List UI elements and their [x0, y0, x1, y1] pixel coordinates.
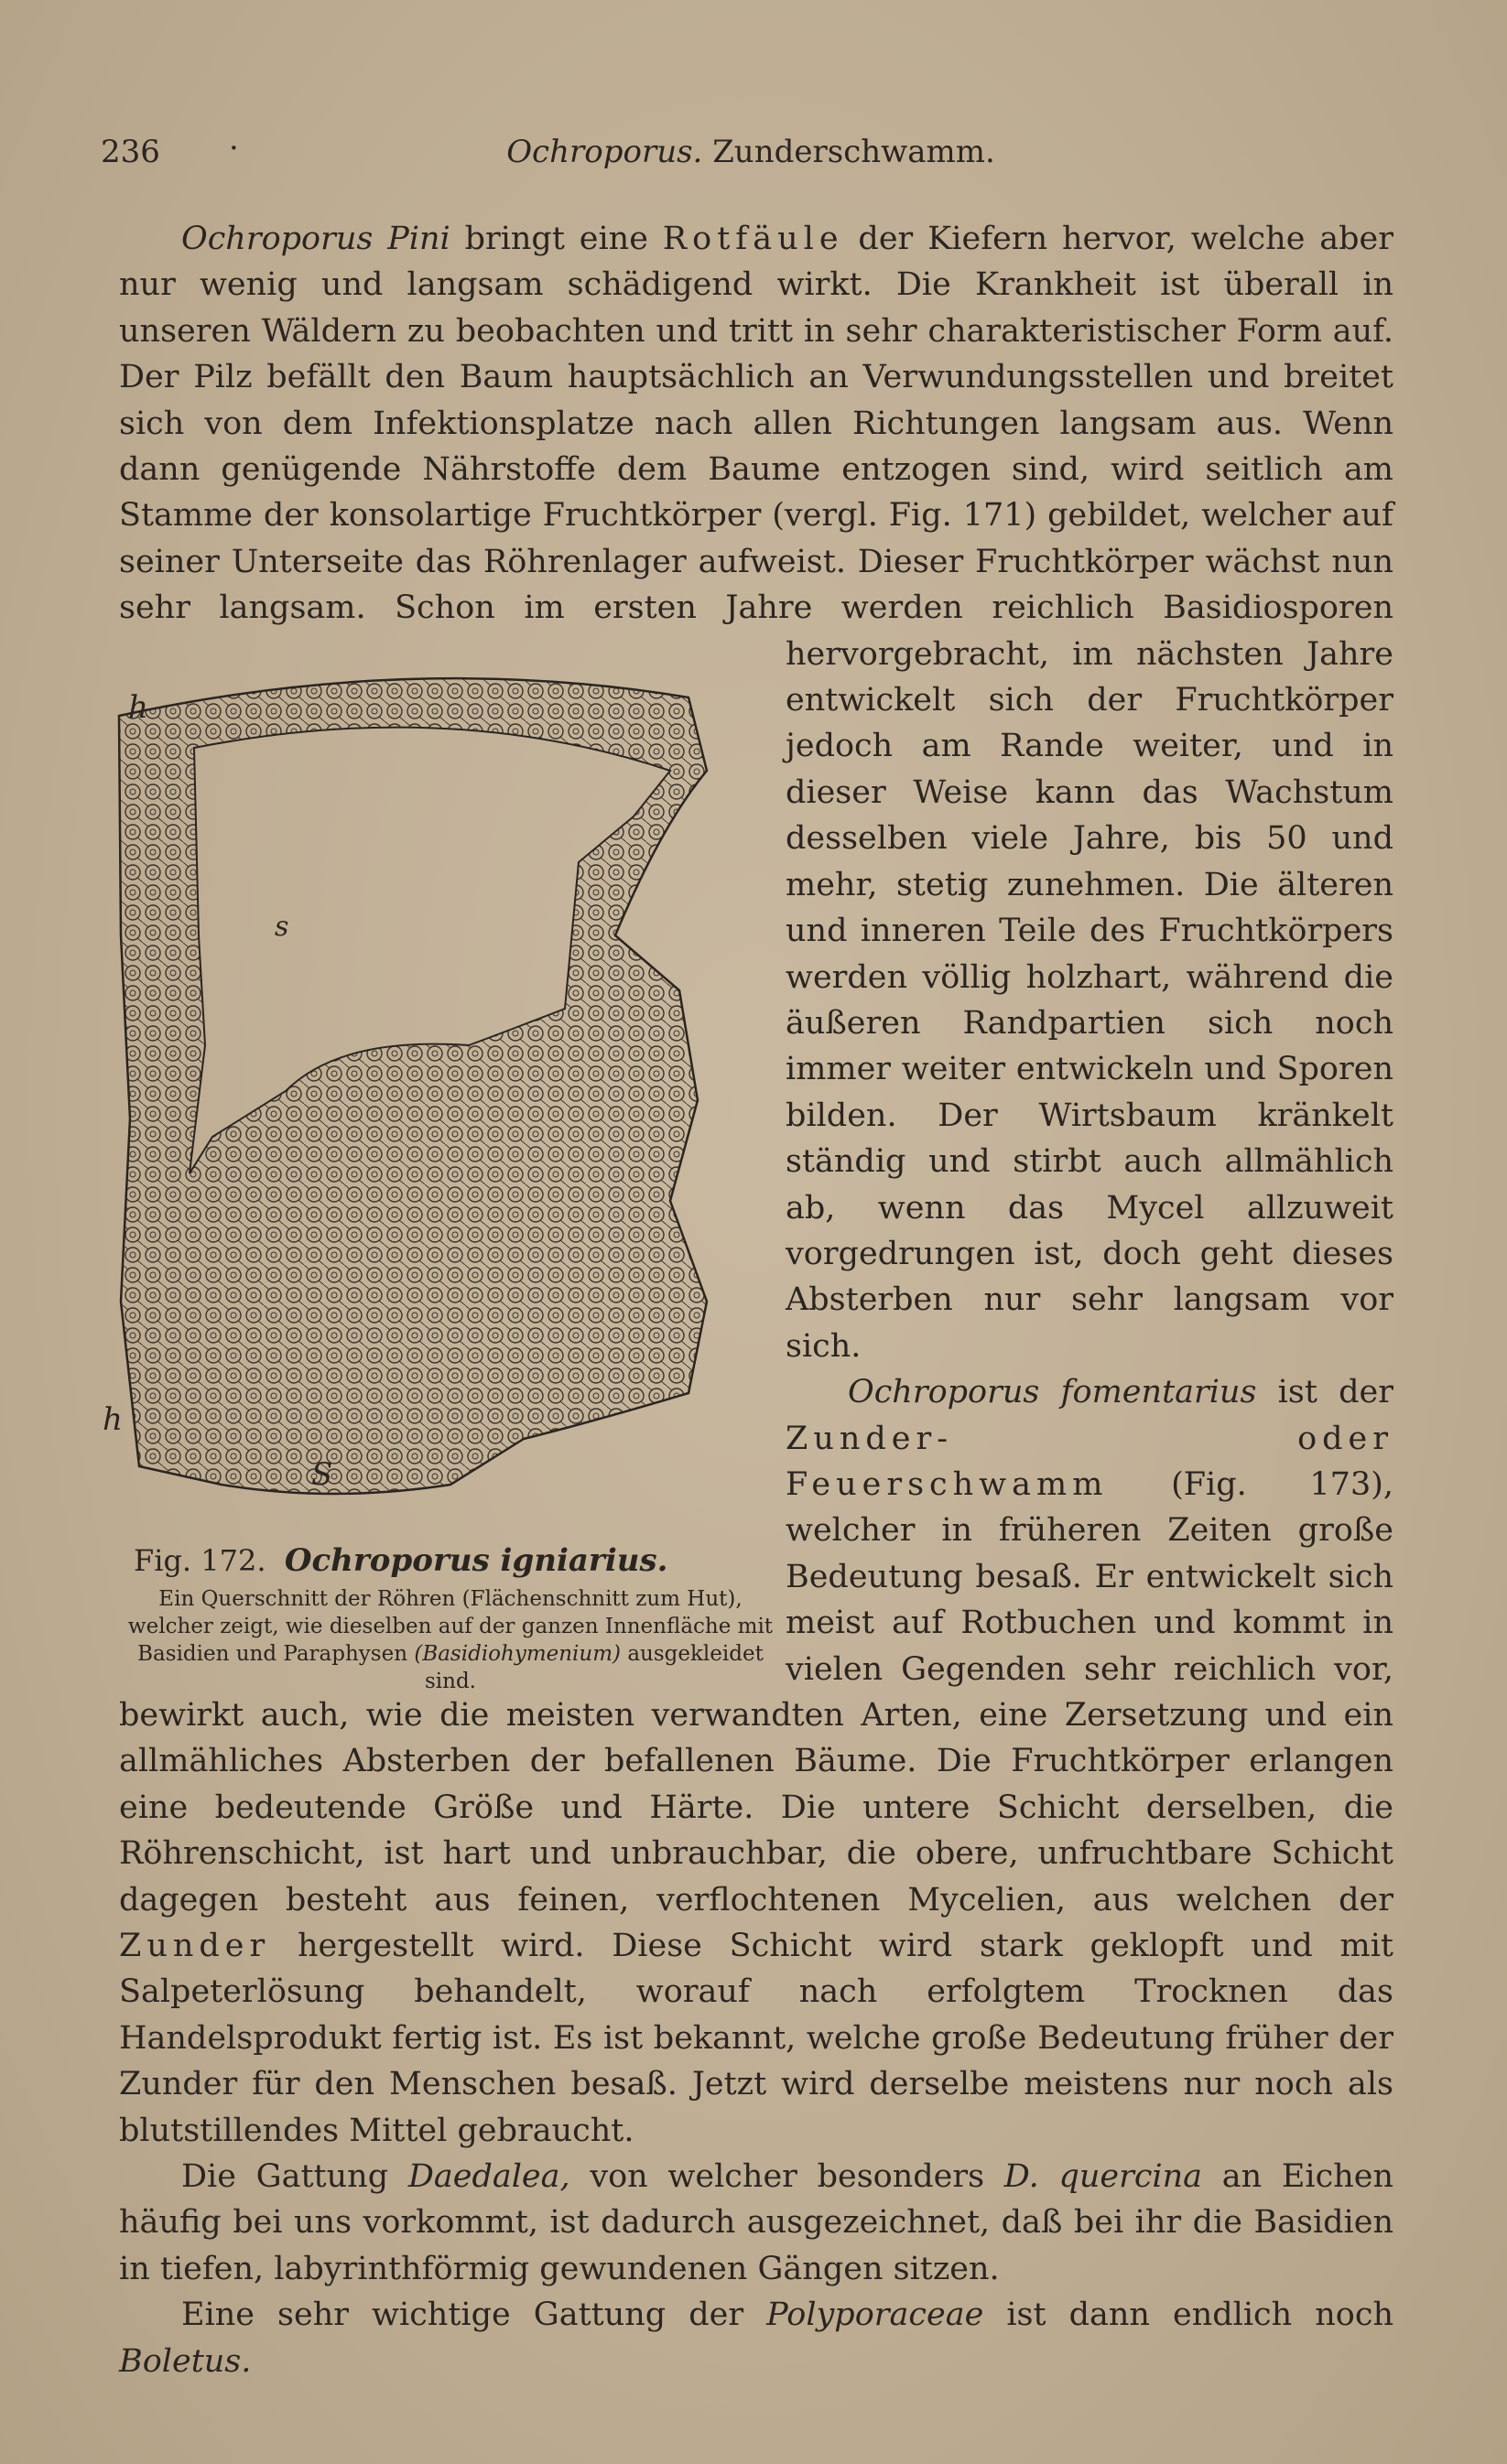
- running-title-common: Zunderschwamm.: [712, 134, 995, 170]
- running-title: [101, 134, 1401, 170]
- paragraph-text: von welcher besonders: [569, 2158, 1004, 2196]
- paragraph-text: der Kiefern hervor, welche aber nur wenig und langsam schädigend wirkt. Die Krankheit ist überall in unseren Wäldern zu beobachten und tritt in sehr charakteristischer Form auf. Der Pilz befällt den Baum hauptsächlich an Verwundungsstellen und breitet sich von dem Infektionsplatze nach allen Richtungen langsam aus. Wenn dann genügende Nährstoffe dem Baume entzogen sind, wird seitlich am Stamme der konsolartige Fruchtkörper (vergl. Fig. 171) gebildet, welcher auf seiner Unterseite das Röhrenlager aufweist. Dieser Fruchtkörper wächst nun sehr langsam. Schon im ersten Jahre werden reichlich Basidiosporen hervorgebracht, im nächsten Jahre entwickelt sich der Fruchtkörper jedoch am Rande weiter, und in dieser Weise kann das Wachstum desselben viele Jahre, bis 50 und mehr, stetig zunehmen. Die älteren und inneren Teile des Fruchtkörpers werden völlig holzhart, während die äußeren Randpartien sich noch immer weiter entwickeln und Sporen bilden. Der Wirtsbaum kränkelt ständig und stirbt auch allmählich ab, wenn das Mycel allzuweit vorgedrungen ist, doch geht dieses Absterben nur sehr langsam vor sich.: [119, 221, 1393, 1365]
- paragraph-daedalea: [119, 2154, 1393, 2292]
- caption-text-part-1: Ein Querschnitt der Röhren (Flächenschnitt zum Hut), welcher zeigt, wie dieselben auf der ganzen Innenfläche mit Basidien und Paraphysen: [127, 1587, 774, 1666]
- species-name: Ochroporus fomentarius: [848, 1374, 1257, 1411]
- figure-label-s-middle: s: [275, 911, 289, 943]
- family-name: Polyporaceae: [766, 2296, 984, 2334]
- emphasized-term: Zunder: [119, 1928, 271, 1965]
- emphasized-term: Zunder- oder Feuerschwamm: [786, 1420, 1393, 1503]
- paragraph-text: ist der: [1256, 1374, 1393, 1411]
- paragraph-text: Eine sehr wichtige Gattung der: [181, 2296, 767, 2334]
- paragraph-text: bringt eine: [450, 221, 663, 257]
- figure-label-s-bottom: S: [311, 1456, 333, 1493]
- paragraph-text: (Fig. 173), welcher in früheren Zeiten große Bedeutung besaß. Er entwickelt sich meist auf Rotbuchen und kommt in vielen Gegenden sehr reichlich vor, bewirkt auch, wie die meisten verwandten Arten, eine Zersetzung und ein allmähliches Absterben der befallenen Bäume. Die Fruchtkörper erlangen eine bedeutende Größe und Härte. Die untere Schicht derselben, die Röhrenschicht, ist hart und unbrauchbar, die obere, unfruchtbare Schicht dagegen besteht aus feinen, verflochtenen Mycelien, aus welchen der: [119, 1465, 1393, 1918]
- page-header: [101, 130, 1401, 176]
- paragraph-text: an Eichen häufig bei uns vorkommt, ist dadurch ausgezeichnet, daß bei ihr die Basidien in tiefen, labyrinthförmig gewundenen Gängen sitzen.: [119, 2158, 1393, 2287]
- paragraph-text: hergestellt wird. Diese Schicht wird stark geklopft und mit Salpeterlösung behandelt, worauf nach erfolgtem Trocknen das Handelsprodukt fertig ist. Es ist bekannt, welche große Bedeutung früher der Zunder für den Menschen besaß. Jetzt wird derselbe meistens nur noch als blutstillendes Mittel gebraucht.: [119, 1928, 1393, 2149]
- genus-name: Boletus.: [119, 2342, 252, 2380]
- species-name: D. quercina: [1003, 2158, 1203, 2196]
- figure-float-area: [101, 635, 786, 1679]
- caption-text-italic: (Basidiohymenium): [414, 1642, 622, 1666]
- paragraph-text: Die Gattung: [181, 2158, 408, 2196]
- paragraph-text: ist dann endlich noch: [983, 2296, 1393, 2334]
- header-dot: ·: [229, 130, 239, 167]
- figure-label-h-bottom: h: [103, 1401, 123, 1438]
- caption-text-part-2: ausgekleidet sind.: [424, 1642, 764, 1693]
- running-title-genus: Ochroporus.: [506, 134, 703, 170]
- genus-name: Daedalea,: [407, 2158, 570, 2196]
- paragraph-boletus: [119, 2292, 1393, 2384]
- caption-species: Ochroporus igniarius.: [284, 1542, 668, 1579]
- figure-label-h-top: h: [128, 689, 148, 726]
- caption-number: Fig. 172.: [134, 1543, 266, 1578]
- page-number: 236: [101, 134, 160, 170]
- body-text: [119, 216, 1393, 2384]
- emphasized-term: Rotfäule: [662, 221, 844, 257]
- species-name: Ochroporus Pini: [181, 221, 450, 257]
